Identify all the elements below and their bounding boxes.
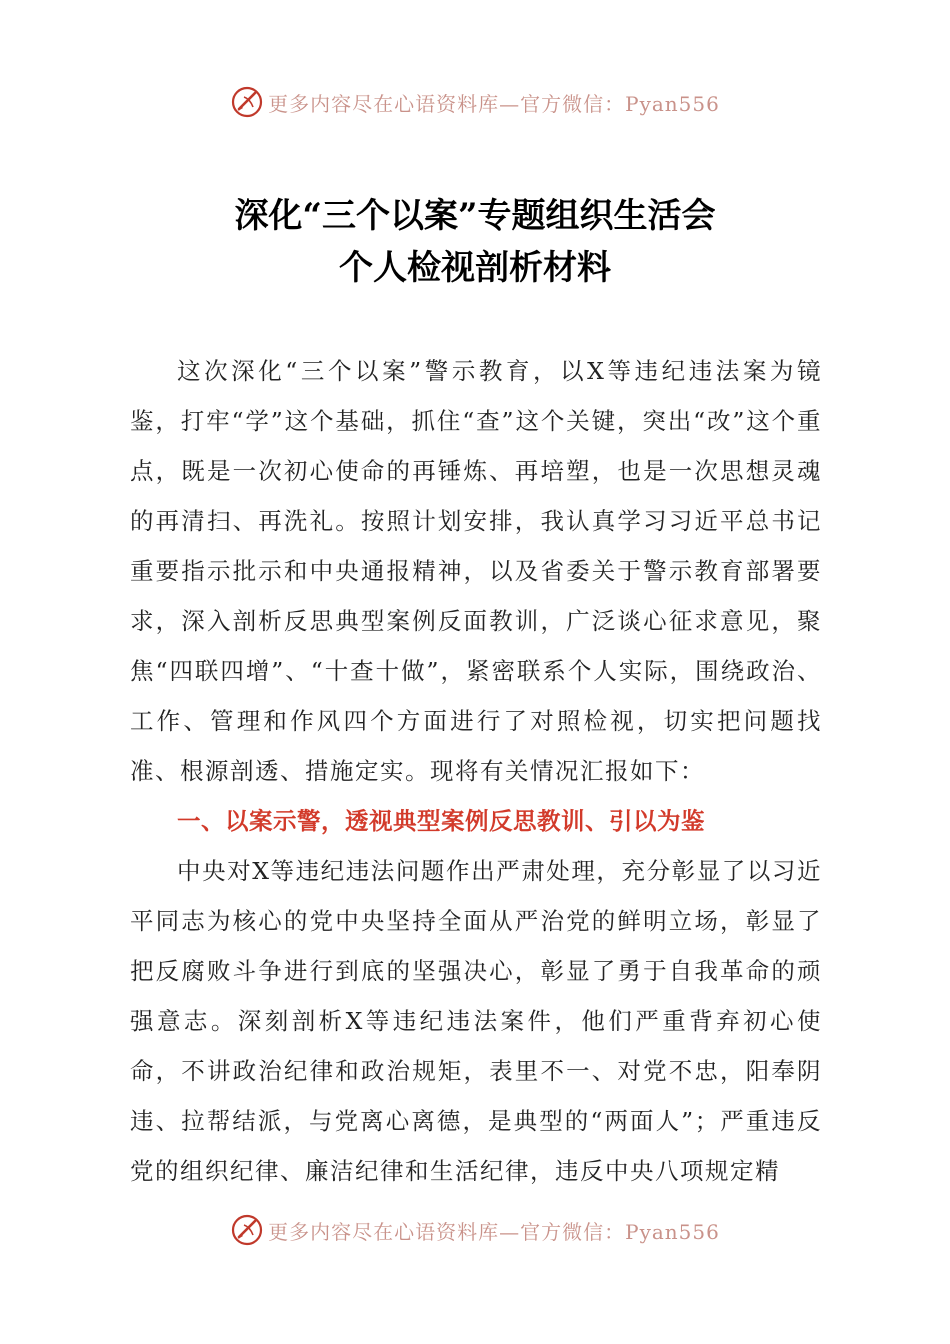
watermark-footer: [0, 1210, 950, 1250]
watermark-header: [0, 82, 950, 122]
document-title-line2: 个人检视剖析材料: [339, 248, 611, 288]
watermark-text: 更多内容尽在心语资料库—官方微信：Pyan556: [268, 1219, 720, 1244]
pen-logo-icon: [230, 85, 264, 119]
watermark-text: 更多内容尽在心语资料库—官方微信：Pyan556: [268, 91, 720, 116]
paragraph-section-1: 中央对X等违纪违法问题作出严肃处理，充分彰显了以习近平同志为核心的党中央坚持全面从严治党的鲜明立场，彰显了把反腐败斗争进行到底的坚强决心，彰显了勇于自我革命的顽强意志。深刻剖析X等违纪违法案件，他们严重背弃初心使命，不讲政治纪律和政治规矩，表里不一、对党不忠，阳奉阴违、拉帮结派，与党离心离德，是典型的“两面人”；严重违反党的组织纪律、廉洁纪律和生活纪律，违反中央八项规定精: [130, 857, 822, 1185]
section-heading-1: 一、以案示警，透视典型案例反思教训、引以为鉴: [177, 807, 705, 835]
pen-logo-icon: [230, 1213, 264, 1247]
document-title-line1: 深化“三个以案”专题组织生活会: [234, 196, 716, 236]
paragraph-intro: 这次深化“三个以案”警示教育，以X等违纪违法案为镜鉴，打牢“学”这个基础，抓住“查”这个关键，突出“改”这个重点，既是一次初心使命的再锤炼、再培塑，也是一次思想灵魂的再清扫、再洗礼。按照计划安排，我认真学习习近平总书记重要指示批示和中央通报精神，以及省委关于警示教育部署要求，深入剖析反思典型案例反面教训，广泛谈心征求意见，聚焦“四联四增”、“十查十做”，紧密联系个人实际，围绕政治、工作、管理和作风四个方面进行了对照检视，切实把问题找准、根源剖透、措施定实。现将有关情况汇报如下：: [130, 357, 822, 785]
document-body: [130, 346, 822, 1196]
